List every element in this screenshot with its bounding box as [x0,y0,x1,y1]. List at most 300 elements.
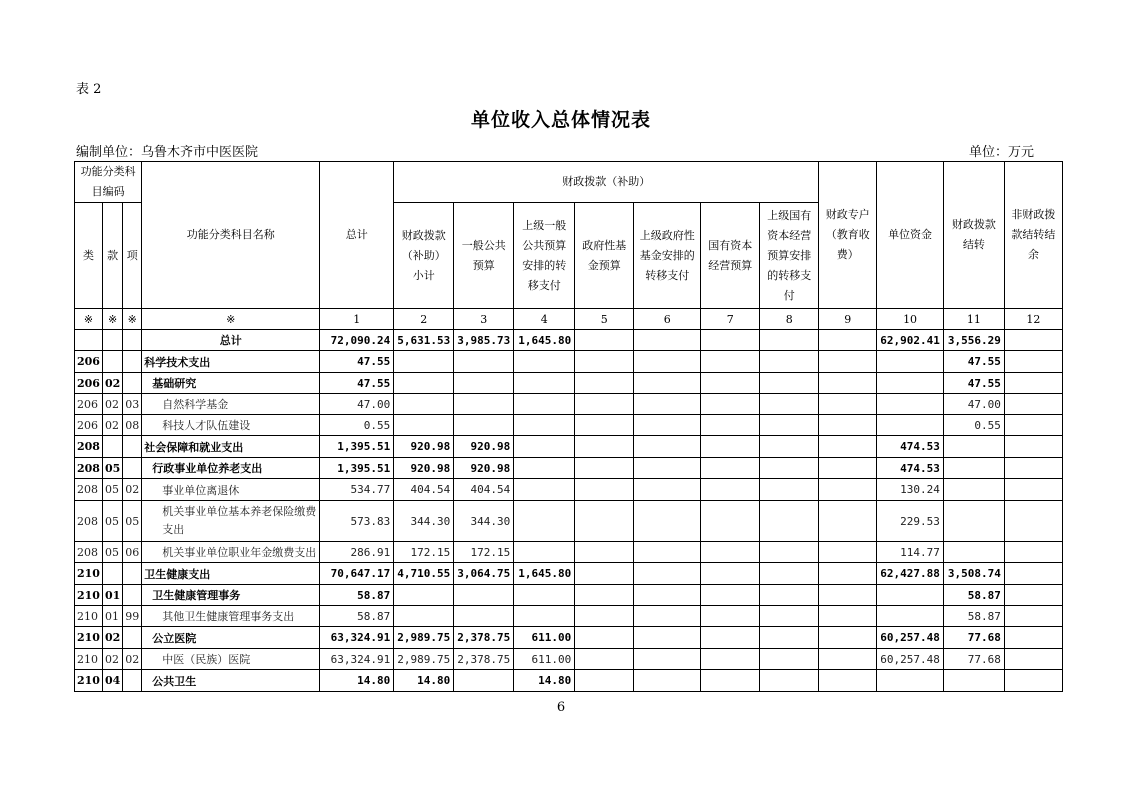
value-cell [634,542,701,563]
value-cell [514,415,575,436]
value-cell [514,606,575,627]
value-cell [575,585,634,606]
table-row [75,542,1063,563]
value-cell: 60,257.48 [877,649,944,670]
code-lei-cell: 208 [75,501,103,542]
value-cell: 0.55 [943,415,1004,436]
value-cell [701,563,760,585]
value-cell: 60,257.48 [877,627,944,649]
value-cell: 344.30 [394,501,454,542]
value-cell [1004,542,1062,563]
code-kuan-cell: 05 [102,479,122,501]
item-name-cell: 卫生健康管理事务 [142,585,320,606]
value-cell [454,606,514,627]
table-row [75,627,1063,649]
value-cell: 229.53 [877,501,944,542]
value-cell: 72,090.24 [320,330,394,351]
value-cell [394,415,454,436]
code-kuan-cell [102,330,122,351]
value-cell [760,501,819,542]
value-cell [514,585,575,606]
table-row [75,479,1063,501]
table-row [75,330,1063,351]
code-lei-cell [75,330,103,351]
header-general-budget: 一般公共预算 [454,203,514,309]
code-xiang-cell [123,563,142,585]
value-cell [575,458,634,479]
header-kuan: 款 [102,203,122,309]
table-tag: 表 2 [76,82,102,97]
value-cell [760,606,819,627]
value-cell [634,501,701,542]
value-cell [819,542,877,563]
header-lei: 类 [75,203,103,309]
value-cell [877,670,944,692]
value-cell [701,670,760,692]
code-xiang-cell: 02 [123,479,142,501]
index-cell: 11 [943,309,1004,330]
value-cell [819,373,877,394]
item-name-cell: 社会保障和就业支出 [142,436,320,458]
value-cell [634,436,701,458]
value-cell: 70,647.17 [320,563,394,585]
index-cell: 2 [394,309,454,330]
header-fiscal-carryover: 财政拨款结转 [943,162,1004,309]
value-cell: 58.87 [943,606,1004,627]
code-lei-cell: 206 [75,373,103,394]
item-name-cell: 事业单位离退休 [142,479,320,501]
value-cell: 2,378.75 [454,649,514,670]
value-cell [943,479,1004,501]
value-cell [877,394,944,415]
index-cell: 12 [1004,309,1062,330]
value-cell: 1,645.80 [514,563,575,585]
value-cell [634,394,701,415]
item-name-cell: 科技人才队伍建设 [142,415,320,436]
currency-unit: 单位：万元 [968,145,1034,160]
value-cell [634,627,701,649]
header-code-group: 功能分类科目编码 [75,162,142,203]
value-cell [701,351,760,373]
value-cell [760,542,819,563]
table-row [75,351,1063,373]
value-cell: 63,324.91 [320,649,394,670]
table-row [75,436,1063,458]
value-cell [575,627,634,649]
value-cell [819,479,877,501]
value-cell: 534.77 [320,479,394,501]
value-cell: 58.87 [943,585,1004,606]
value-cell: 47.55 [943,373,1004,394]
index-cell: 10 [877,309,944,330]
value-cell: 920.98 [394,436,454,458]
value-cell: 47.00 [320,394,394,415]
header-nonfiscal-carryover: 非财政拨款结转结余 [1004,162,1062,309]
item-name-cell: 中医（民族）医院 [142,649,320,670]
value-cell: 14.80 [320,670,394,692]
value-cell [701,330,760,351]
code-kuan-cell [102,563,122,585]
value-cell [1004,563,1062,585]
code-xiang-cell [123,670,142,692]
value-cell: 3,556.29 [943,330,1004,351]
value-cell: 3,064.75 [454,563,514,585]
value-cell: 474.53 [877,436,944,458]
code-xiang-cell [123,585,142,606]
index-cell: ※ [123,309,142,330]
value-cell [819,606,877,627]
item-name-cell: 基础研究 [142,373,320,394]
value-cell [454,394,514,415]
value-cell [634,351,701,373]
code-xiang-cell [123,330,142,351]
value-cell [760,479,819,501]
code-kuan-cell: 01 [102,606,122,627]
value-cell: 77.68 [943,649,1004,670]
value-cell [575,606,634,627]
value-cell [514,501,575,542]
value-cell: 404.54 [394,479,454,501]
value-cell [575,479,634,501]
table-body [75,330,1063,692]
value-cell [819,501,877,542]
value-cell: 404.54 [454,479,514,501]
value-cell: 47.55 [320,373,394,394]
code-xiang-cell: 06 [123,542,142,563]
code-xiang-cell [123,373,142,394]
code-xiang-cell: 05 [123,501,142,542]
value-cell [1004,649,1062,670]
value-cell [701,627,760,649]
item-name-cell: 公共卫生 [142,670,320,692]
value-cell [634,670,701,692]
value-cell: 344.30 [454,501,514,542]
value-cell [819,351,877,373]
header-upper-gov-fund-transfer: 上级政府性基金安排的转移支付 [634,203,701,309]
value-cell [877,585,944,606]
index-cell: 9 [819,309,877,330]
value-cell [514,479,575,501]
item-name-cell: 公立医院 [142,627,320,649]
value-cell: 920.98 [394,458,454,479]
value-cell [1004,436,1062,458]
value-cell [819,415,877,436]
code-xiang-cell: 02 [123,649,142,670]
index-cell: 3 [454,309,514,330]
item-name-cell: 总计 [142,330,320,351]
header-upper-state-capital-transfer: 上级国有资本经营预算安排的转移支付 [760,203,819,309]
value-cell [819,649,877,670]
value-cell [760,585,819,606]
code-kuan-cell: 04 [102,670,122,692]
value-cell [1004,627,1062,649]
value-cell [1004,479,1062,501]
table-row [75,501,1063,542]
value-cell: 47.00 [943,394,1004,415]
value-cell: 62,427.88 [877,563,944,585]
value-cell: 2,378.75 [454,627,514,649]
value-cell [943,670,1004,692]
code-kuan-cell [102,436,122,458]
value-cell [634,479,701,501]
value-cell [634,373,701,394]
header-state-capital: 国有资本经营预算 [701,203,760,309]
table-row [75,649,1063,670]
value-cell [514,542,575,563]
column-index-row [75,309,1063,330]
value-cell [760,649,819,670]
code-lei-cell: 210 [75,649,103,670]
value-cell [701,436,760,458]
index-cell: 6 [634,309,701,330]
value-cell [394,373,454,394]
value-cell [575,415,634,436]
compiling-unit: 编制单位：乌鲁木齐市中医医院 [76,145,259,160]
value-cell [634,563,701,585]
index-cell: 4 [514,309,575,330]
value-cell [575,501,634,542]
value-cell [454,585,514,606]
value-cell [634,415,701,436]
value-cell [819,670,877,692]
value-cell: 63,324.91 [320,627,394,649]
table-row [75,458,1063,479]
table-row [75,606,1063,627]
code-lei-cell: 210 [75,585,103,606]
item-name-cell: 科学技术支出 [142,351,320,373]
code-lei-cell: 208 [75,542,103,563]
value-cell [877,606,944,627]
value-cell [575,563,634,585]
code-lei-cell: 210 [75,606,103,627]
code-lei-cell: 206 [75,394,103,415]
value-cell [575,394,634,415]
code-kuan-cell: 02 [102,415,122,436]
value-cell [819,585,877,606]
value-cell [760,330,819,351]
header-unit-funds: 单位资金 [877,162,944,309]
value-cell: 4,710.55 [394,563,454,585]
value-cell [701,585,760,606]
value-cell [819,330,877,351]
value-cell [1004,585,1062,606]
value-cell [514,394,575,415]
code-lei-cell: 206 [75,415,103,436]
value-cell [877,373,944,394]
table-row [75,563,1063,585]
index-cell: 1 [320,309,394,330]
code-kuan-cell: 02 [102,394,122,415]
value-cell [1004,606,1062,627]
value-cell: 47.55 [943,351,1004,373]
header-fiscal-subtotal: 财政拨款（补助）小计 [394,203,454,309]
code-kuan-cell: 05 [102,542,122,563]
index-cell: ※ [75,309,103,330]
code-kuan-cell: 02 [102,373,122,394]
value-cell [575,373,634,394]
value-cell [514,436,575,458]
value-cell [454,415,514,436]
value-cell [394,394,454,415]
value-cell [634,649,701,670]
value-cell: 3,985.73 [454,330,514,351]
page-number: 6 [556,700,566,715]
value-cell [943,436,1004,458]
value-cell [575,351,634,373]
value-cell [394,351,454,373]
header-special-edu: 财政专户（教育收费） [819,162,877,309]
value-cell [634,330,701,351]
value-cell: 5,631.53 [394,330,454,351]
index-cell: ※ [102,309,122,330]
table-row [75,373,1063,394]
code-xiang-cell: 03 [123,394,142,415]
value-cell [819,394,877,415]
value-cell: 611.00 [514,649,575,670]
value-cell: 1,645.80 [514,330,575,351]
value-cell [575,436,634,458]
header-gov-fund: 政府性基金预算 [575,203,634,309]
value-cell [760,563,819,585]
value-cell [1004,501,1062,542]
value-cell [454,670,514,692]
value-cell [701,501,760,542]
value-cell [1004,670,1062,692]
value-cell: 2,989.75 [394,649,454,670]
value-cell [575,670,634,692]
value-cell: 0.55 [320,415,394,436]
income-summary-table [74,161,1063,692]
code-lei-cell: 206 [75,351,103,373]
value-cell [454,351,514,373]
value-cell [760,627,819,649]
index-cell: 5 [575,309,634,330]
value-cell [877,415,944,436]
value-cell [634,458,701,479]
code-xiang-cell: 99 [123,606,142,627]
value-cell [514,351,575,373]
value-cell [760,458,819,479]
item-name-cell: 机关事业单位基本养老保险缴费支出 [142,501,320,542]
value-cell [760,351,819,373]
value-cell [877,351,944,373]
value-cell [1004,415,1062,436]
item-name-cell: 其他卫生健康管理事务支出 [142,606,320,627]
code-xiang-cell [123,458,142,479]
value-cell: 14.80 [514,670,575,692]
value-cell [634,606,701,627]
value-cell: 474.53 [877,458,944,479]
value-cell [701,394,760,415]
value-cell [1004,394,1062,415]
value-cell: 1,395.51 [320,436,394,458]
item-name-cell: 机关事业单位职业年金缴费支出 [142,542,320,563]
code-xiang-cell: 08 [123,415,142,436]
code-xiang-cell [123,351,142,373]
value-cell: 62,902.41 [877,330,944,351]
index-cell: 7 [701,309,760,330]
table-row [75,670,1063,692]
code-kuan-cell: 01 [102,585,122,606]
value-cell [634,585,701,606]
value-cell: 130.24 [877,479,944,501]
code-lei-cell: 210 [75,627,103,649]
value-cell [701,373,760,394]
value-cell [943,542,1004,563]
index-cell: ※ [142,309,320,330]
value-cell [943,501,1004,542]
item-name-cell: 卫生健康支出 [142,563,320,585]
value-cell [701,649,760,670]
value-cell: 611.00 [514,627,575,649]
code-kuan-cell: 02 [102,627,122,649]
value-cell: 58.87 [320,585,394,606]
value-cell: 1,395.51 [320,458,394,479]
value-cell: 3,508.74 [943,563,1004,585]
value-cell [394,606,454,627]
code-kuan-cell: 05 [102,501,122,542]
value-cell: 47.55 [320,351,394,373]
value-cell [701,415,760,436]
item-name-cell: 自然科学基金 [142,394,320,415]
code-kuan-cell: 05 [102,458,122,479]
value-cell [394,585,454,606]
code-lei-cell: 210 [75,670,103,692]
value-cell [1004,351,1062,373]
value-cell [575,649,634,670]
value-cell [575,330,634,351]
table-row [75,394,1063,415]
value-cell [943,458,1004,479]
value-cell [1004,458,1062,479]
value-cell [701,606,760,627]
value-cell [760,373,819,394]
report-title: 单位收入总体情况表 [470,109,651,131]
code-lei-cell: 208 [75,479,103,501]
value-cell [760,670,819,692]
value-cell [514,458,575,479]
value-cell [760,394,819,415]
value-cell [701,542,760,563]
value-cell: 58.87 [320,606,394,627]
header-fiscal-group: 财政拨款（补助） [394,162,819,203]
value-cell [819,627,877,649]
table-row [75,415,1063,436]
code-xiang-cell [123,436,142,458]
code-kuan-cell [102,351,122,373]
value-cell: 2,989.75 [394,627,454,649]
value-cell [514,373,575,394]
header-upper-general-transfer: 上级一般公共预算安排的转移支付 [514,203,575,309]
header-total: 总计 [320,162,394,309]
code-lei-cell: 210 [75,563,103,585]
value-cell [575,542,634,563]
value-cell [1004,373,1062,394]
value-cell [760,415,819,436]
code-kuan-cell: 02 [102,649,122,670]
value-cell: 77.68 [943,627,1004,649]
value-cell: 920.98 [454,436,514,458]
value-cell [454,373,514,394]
value-cell [701,458,760,479]
value-cell [1004,330,1062,351]
value-cell: 172.15 [454,542,514,563]
value-cell [819,436,877,458]
value-cell: 14.80 [394,670,454,692]
value-cell: 286.91 [320,542,394,563]
code-lei-cell: 208 [75,436,103,458]
value-cell [760,436,819,458]
